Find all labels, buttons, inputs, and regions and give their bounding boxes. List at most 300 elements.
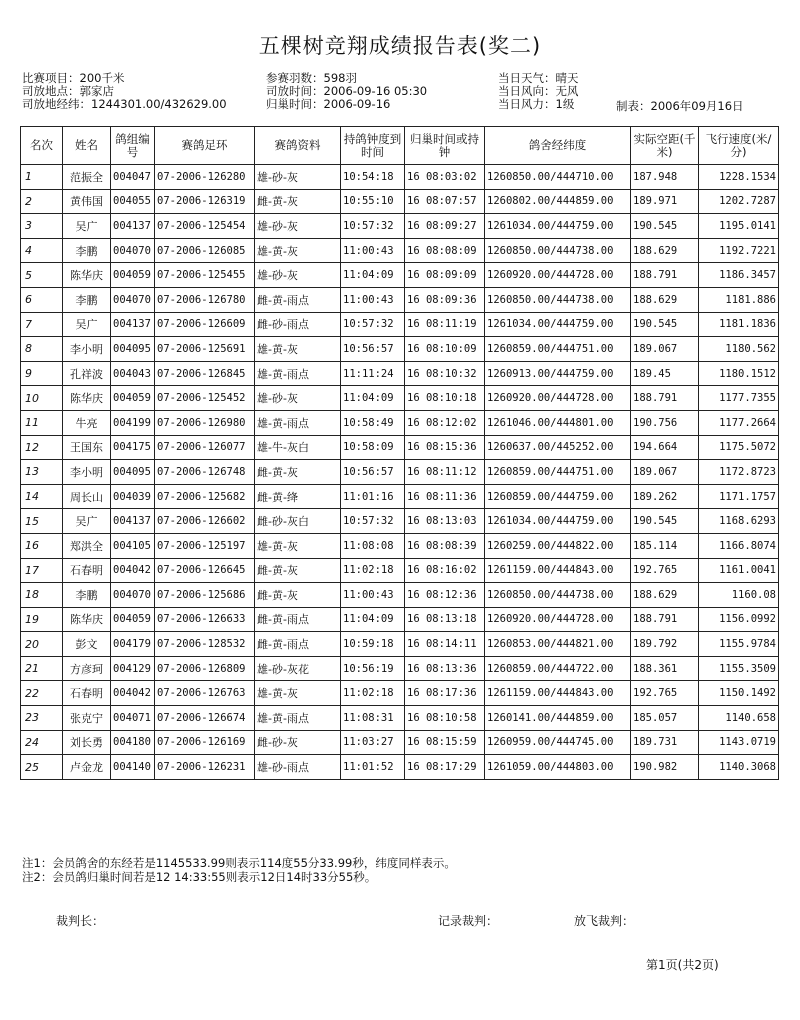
cell-club-id: 004179 (111, 632, 155, 657)
cell-ring: 07-2006-126633 (155, 607, 255, 632)
cell-distance: 188.629 (631, 238, 699, 263)
cell-speed: 1160.08 (699, 583, 779, 608)
cell-ring: 07-2006-126845 (155, 361, 255, 386)
cell-speed: 1175.5072 (699, 435, 779, 460)
cell-clock-time: 10:59:18 (341, 632, 405, 657)
cell-clock-time: 10:56:57 (341, 460, 405, 485)
cell-rank: 11 (21, 410, 63, 435)
cell-distance: 192.765 (631, 558, 699, 583)
cell-club-id: 004055 (111, 189, 155, 214)
cell-rank: 21 (21, 656, 63, 681)
cell-name: 孔祥波 (63, 361, 111, 386)
cell-name: 卢金龙 (63, 755, 111, 780)
cell-coords: 1260850.00/444738.00 (485, 287, 631, 312)
signature-release: 放飞裁判： (574, 914, 635, 928)
cell-rank: 4 (21, 238, 63, 263)
table-row (21, 656, 779, 681)
cell-arrive-time: 16 08:09:36 (405, 287, 485, 312)
cell-club-id: 004129 (111, 656, 155, 681)
cell-speed: 1181.1836 (699, 312, 779, 337)
cell-clock-time: 10:58:49 (341, 410, 405, 435)
meta-weather: 当日天气：晴天 (498, 71, 579, 85)
cell-club-id: 004070 (111, 583, 155, 608)
cell-distance: 188.791 (631, 263, 699, 288)
cell-coords: 1261159.00/444843.00 (485, 681, 631, 706)
cell-clock-time: 10:55:10 (341, 189, 405, 214)
cell-clock-time: 11:01:16 (341, 484, 405, 509)
cell-speed: 1168.6293 (699, 509, 779, 534)
cell-arrive-time: 16 08:11:36 (405, 484, 485, 509)
cell-arrive-time: 16 08:10:18 (405, 386, 485, 411)
cell-rank: 14 (21, 484, 63, 509)
cell-ring: 07-2006-126809 (155, 656, 255, 681)
cell-clock-time: 11:08:31 (341, 706, 405, 731)
table-row (21, 607, 779, 632)
cell-ring: 07-2006-125455 (155, 263, 255, 288)
cell-name: 陈华庆 (63, 607, 111, 632)
cell-rank: 22 (21, 681, 63, 706)
cell-rank: 1 (21, 165, 63, 190)
cell-club-id: 004095 (111, 460, 155, 485)
cell-coords: 1261159.00/444843.00 (485, 558, 631, 583)
cell-feather: 雄-砂-雨点 (255, 755, 341, 780)
cell-clock-time: 11:04:09 (341, 607, 405, 632)
cell-ring: 07-2006-125691 (155, 337, 255, 362)
cell-rank: 20 (21, 632, 63, 657)
cell-ring: 07-2006-125454 (155, 214, 255, 239)
cell-club-id: 004071 (111, 706, 155, 731)
signature-record: 记录裁判： (438, 914, 499, 928)
cell-club-id: 004059 (111, 386, 155, 411)
table-row (21, 263, 779, 288)
header-name: 姓名 (63, 127, 111, 165)
table-row (21, 214, 779, 239)
cell-ring: 07-2006-126231 (155, 755, 255, 780)
cell-rank: 24 (21, 730, 63, 755)
cell-distance: 188.629 (631, 287, 699, 312)
cell-rank: 7 (21, 312, 63, 337)
cell-name: 吴广 (63, 509, 111, 534)
results-table (20, 126, 779, 780)
cell-speed: 1140.3068 (699, 755, 779, 780)
cell-coords: 1260959.00/444745.00 (485, 730, 631, 755)
cell-coords: 1261046.00/444801.00 (485, 410, 631, 435)
cell-coords: 1260637.00/445252.00 (485, 435, 631, 460)
cell-name: 黄伟国 (63, 189, 111, 214)
cell-club-id: 004137 (111, 312, 155, 337)
cell-rank: 12 (21, 435, 63, 460)
cell-club-id: 004137 (111, 214, 155, 239)
cell-clock-time: 11:04:09 (341, 386, 405, 411)
cell-distance: 189.731 (631, 730, 699, 755)
table-row (21, 730, 779, 755)
cell-name: 郑洪全 (63, 533, 111, 558)
report-title: 五棵树竞翔成绩报告表(奖二) (258, 34, 542, 58)
cell-ring: 07-2006-126780 (155, 287, 255, 312)
cell-arrive-time: 16 08:13:18 (405, 607, 485, 632)
cell-distance: 189.971 (631, 189, 699, 214)
cell-clock-time: 11:00:43 (341, 238, 405, 263)
cell-rank: 5 (21, 263, 63, 288)
cell-name: 范振全 (63, 165, 111, 190)
cell-coords: 1260920.00/444728.00 (485, 263, 631, 288)
cell-coords: 1260259.00/444822.00 (485, 533, 631, 558)
cell-name: 陈华庆 (63, 263, 111, 288)
cell-name: 彭文 (63, 632, 111, 657)
cell-coords: 1261034.00/444759.00 (485, 214, 631, 239)
cell-rank: 10 (21, 386, 63, 411)
cell-ring: 07-2006-126077 (155, 435, 255, 460)
meta-right (498, 72, 579, 111)
cell-club-id: 004137 (111, 509, 155, 534)
cell-ring: 07-2006-126645 (155, 558, 255, 583)
cell-name: 刘长勇 (63, 730, 111, 755)
cell-coords: 1260853.00/444821.00 (485, 632, 631, 657)
cell-arrive-time: 16 08:09:27 (405, 214, 485, 239)
meta-made-date: 制表：2006年09月16日 (616, 99, 744, 113)
cell-rank: 8 (21, 337, 63, 362)
meta-event: 比赛项目：200千米 (22, 71, 125, 85)
cell-speed: 1202.7287 (699, 189, 779, 214)
cell-ring: 07-2006-126748 (155, 460, 255, 485)
cell-speed: 1150.1492 (699, 681, 779, 706)
cell-distance: 189.45 (631, 361, 699, 386)
cell-arrive-time: 16 08:08:39 (405, 533, 485, 558)
meta-release-site: 司放地点：郭家店 (22, 84, 114, 98)
cell-clock-time: 11:03:27 (341, 730, 405, 755)
cell-arrive-time: 16 08:14:11 (405, 632, 485, 657)
cell-feather: 雌-黄-绛 (255, 484, 341, 509)
cell-feather: 雄-砂-灰 (255, 263, 341, 288)
cell-club-id: 004059 (111, 607, 155, 632)
table-row (21, 287, 779, 312)
cell-club-id: 004175 (111, 435, 155, 460)
cell-name: 李鹏 (63, 287, 111, 312)
cell-distance: 188.629 (631, 583, 699, 608)
cell-clock-time: 10:58:09 (341, 435, 405, 460)
cell-coords: 1261034.00/444759.00 (485, 509, 631, 534)
cell-arrive-time: 16 08:03:02 (405, 165, 485, 190)
cell-feather: 雌-黄-灰 (255, 583, 341, 608)
cell-feather: 雌-黄-灰 (255, 460, 341, 485)
table-header-row (21, 127, 779, 165)
cell-name: 张克宁 (63, 706, 111, 731)
cell-clock-time: 10:56:19 (341, 656, 405, 681)
cell-speed: 1186.3457 (699, 263, 779, 288)
cell-distance: 189.262 (631, 484, 699, 509)
cell-feather: 雌-砂-雨点 (255, 312, 341, 337)
cell-feather: 雄-黄-灰 (255, 681, 341, 706)
cell-coords: 1260859.00/444722.00 (485, 656, 631, 681)
cell-clock-time: 11:00:43 (341, 287, 405, 312)
cell-speed: 1156.0992 (699, 607, 779, 632)
cell-club-id: 004095 (111, 337, 155, 362)
cell-speed: 1180.562 (699, 337, 779, 362)
meta-entries: 参赛羽数：598羽 (266, 71, 357, 85)
cell-club-id: 004070 (111, 238, 155, 263)
cell-arrive-time: 16 08:09:09 (405, 263, 485, 288)
cell-rank: 19 (21, 607, 63, 632)
cell-club-id: 004042 (111, 558, 155, 583)
header-clock: 持鸽钟度到时间 (341, 127, 405, 165)
cell-distance: 188.791 (631, 607, 699, 632)
cell-name: 李鹏 (63, 583, 111, 608)
results-body (21, 165, 779, 780)
cell-coords: 1260850.00/444738.00 (485, 238, 631, 263)
cell-arrive-time: 16 08:15:59 (405, 730, 485, 755)
cell-distance: 190.545 (631, 509, 699, 534)
cell-distance: 190.982 (631, 755, 699, 780)
meta-left (22, 72, 227, 111)
cell-speed: 1140.658 (699, 706, 779, 731)
cell-rank: 3 (21, 214, 63, 239)
cell-arrive-time: 16 08:10:58 (405, 706, 485, 731)
cell-distance: 185.114 (631, 533, 699, 558)
cell-arrive-time: 16 08:11:19 (405, 312, 485, 337)
cell-coords: 1260859.00/444759.00 (485, 484, 631, 509)
cell-feather: 雄-砂-灰花 (255, 656, 341, 681)
cell-feather: 雌-黄-灰 (255, 558, 341, 583)
cell-name: 方彦珂 (63, 656, 111, 681)
cell-name: 牛亮 (63, 410, 111, 435)
cell-club-id: 004140 (111, 755, 155, 780)
cell-feather: 雄-砂-灰 (255, 386, 341, 411)
cell-arrive-time: 16 08:17:36 (405, 681, 485, 706)
cell-name: 李小明 (63, 337, 111, 362)
cell-clock-time: 10:57:32 (341, 214, 405, 239)
cell-rank: 25 (21, 755, 63, 780)
cell-feather: 雄-黄-灰 (255, 533, 341, 558)
cell-feather: 雌-黄-雨点 (255, 607, 341, 632)
cell-coords: 1260859.00/444751.00 (485, 337, 631, 362)
cell-club-id: 004105 (111, 533, 155, 558)
note-2: 注2：会员鸽归巢时间若是12 14:33:55则表示12日14时33分55秒。 (22, 870, 377, 884)
cell-coords: 1260802.00/444859.00 (485, 189, 631, 214)
cell-rank: 9 (21, 361, 63, 386)
cell-club-id: 004043 (111, 361, 155, 386)
table-row (21, 337, 779, 362)
cell-arrive-time: 16 08:07:57 (405, 189, 485, 214)
cell-distance: 190.545 (631, 214, 699, 239)
cell-clock-time: 11:04:09 (341, 263, 405, 288)
cell-arrive-time: 16 08:10:09 (405, 337, 485, 362)
cell-ring: 07-2006-125682 (155, 484, 255, 509)
cell-coords: 1260850.00/444710.00 (485, 165, 631, 190)
cell-speed: 1172.8723 (699, 460, 779, 485)
notes (22, 856, 456, 884)
cell-clock-time: 11:08:08 (341, 533, 405, 558)
cell-speed: 1171.1757 (699, 484, 779, 509)
cell-speed: 1177.7355 (699, 386, 779, 411)
cell-rank: 18 (21, 583, 63, 608)
cell-feather: 雄-砂-灰 (255, 165, 341, 190)
table-row (21, 386, 779, 411)
cell-arrive-time: 16 08:08:09 (405, 238, 485, 263)
table-row (21, 755, 779, 780)
cell-distance: 190.545 (631, 312, 699, 337)
cell-distance: 189.067 (631, 460, 699, 485)
cell-feather: 雄-黄-灰 (255, 238, 341, 263)
table-row (21, 681, 779, 706)
header-speed: 飞行速度(米/分) (699, 127, 779, 165)
cell-rank: 16 (21, 533, 63, 558)
cell-feather: 雄-黄-雨点 (255, 361, 341, 386)
cell-arrive-time: 16 08:11:12 (405, 460, 485, 485)
cell-ring: 07-2006-126609 (155, 312, 255, 337)
meta-wind-direction: 当日风向：无风 (498, 84, 579, 98)
cell-speed: 1143.0719 (699, 730, 779, 755)
cell-clock-time: 10:57:32 (341, 312, 405, 337)
page-number: 第1页(共2页) (646, 958, 719, 972)
table-row (21, 460, 779, 485)
table-row (21, 361, 779, 386)
cell-coords: 1260141.00/444859.00 (485, 706, 631, 731)
cell-distance: 192.765 (631, 681, 699, 706)
signature-chief: 裁判长： (56, 914, 105, 928)
cell-name: 王国东 (63, 435, 111, 460)
table-row (21, 189, 779, 214)
table-row (21, 558, 779, 583)
cell-distance: 187.948 (631, 165, 699, 190)
cell-coords: 1261059.00/444803.00 (485, 755, 631, 780)
cell-clock-time: 11:01:52 (341, 755, 405, 780)
header-feather: 赛鸽资料 (255, 127, 341, 165)
meta-middle (266, 72, 427, 111)
cell-clock-time: 11:02:18 (341, 558, 405, 583)
cell-ring: 07-2006-125686 (155, 583, 255, 608)
cell-club-id: 004180 (111, 730, 155, 755)
cell-arrive-time: 16 08:17:29 (405, 755, 485, 780)
cell-club-id: 004047 (111, 165, 155, 190)
cell-speed: 1166.8074 (699, 533, 779, 558)
cell-club-id: 004059 (111, 263, 155, 288)
cell-distance: 185.057 (631, 706, 699, 731)
table-row (21, 435, 779, 460)
cell-coords: 1260920.00/444728.00 (485, 607, 631, 632)
cell-feather: 雌-黄-灰 (255, 189, 341, 214)
cell-name: 陈华庆 (63, 386, 111, 411)
cell-clock-time: 11:02:18 (341, 681, 405, 706)
table-row (21, 165, 779, 190)
cell-arrive-time: 16 08:13:36 (405, 656, 485, 681)
cell-coords: 1261034.00/444759.00 (485, 312, 631, 337)
cell-speed: 1228.1534 (699, 165, 779, 190)
cell-name: 吴广 (63, 214, 111, 239)
cell-speed: 1161.0041 (699, 558, 779, 583)
cell-distance: 188.791 (631, 386, 699, 411)
cell-feather: 雄-黄-雨点 (255, 410, 341, 435)
cell-distance: 188.361 (631, 656, 699, 681)
cell-ring: 07-2006-126319 (155, 189, 255, 214)
cell-speed: 1155.3509 (699, 656, 779, 681)
table-row (21, 312, 779, 337)
cell-feather: 雌-黄-雨点 (255, 287, 341, 312)
cell-name: 李小明 (63, 460, 111, 485)
header-arrive: 归巢时间或持钟 (405, 127, 485, 165)
cell-speed: 1155.9784 (699, 632, 779, 657)
cell-club-id: 004042 (111, 681, 155, 706)
cell-clock-time: 11:00:43 (341, 583, 405, 608)
cell-clock-time: 10:54:18 (341, 165, 405, 190)
cell-speed: 1195.0141 (699, 214, 779, 239)
cell-ring: 07-2006-126674 (155, 706, 255, 731)
cell-rank: 17 (21, 558, 63, 583)
header-club: 鸽组编号 (111, 127, 155, 165)
cell-ring: 07-2006-126980 (155, 410, 255, 435)
cell-arrive-time: 16 08:10:32 (405, 361, 485, 386)
cell-ring: 07-2006-128532 (155, 632, 255, 657)
meta-wind-force: 当日风力：1级 (498, 97, 575, 111)
cell-name: 周长山 (63, 484, 111, 509)
table-row (21, 410, 779, 435)
cell-feather: 雄-砂-灰 (255, 214, 341, 239)
cell-coords: 1260850.00/444738.00 (485, 583, 631, 608)
cell-distance: 189.067 (631, 337, 699, 362)
table-row (21, 238, 779, 263)
cell-rank: 2 (21, 189, 63, 214)
table-row (21, 583, 779, 608)
cell-name: 李鹏 (63, 238, 111, 263)
cell-feather: 雄-黄-雨点 (255, 706, 341, 731)
meta-return-date: 归巢时间：2006-09-16 (266, 97, 391, 111)
cell-distance: 189.792 (631, 632, 699, 657)
cell-ring: 07-2006-126602 (155, 509, 255, 534)
cell-coords: 1260920.00/444728.00 (485, 386, 631, 411)
cell-rank: 23 (21, 706, 63, 731)
cell-distance: 190.756 (631, 410, 699, 435)
table-row (21, 632, 779, 657)
meta-release-coords: 司放地经纬：1244301.00/432629.00 (22, 97, 227, 111)
cell-rank: 15 (21, 509, 63, 534)
cell-speed: 1180.1512 (699, 361, 779, 386)
cell-ring: 07-2006-126763 (155, 681, 255, 706)
cell-ring: 07-2006-125197 (155, 533, 255, 558)
cell-clock-time: 10:57:32 (341, 509, 405, 534)
table-row (21, 509, 779, 534)
cell-arrive-time: 16 08:12:36 (405, 583, 485, 608)
cell-ring: 07-2006-126085 (155, 238, 255, 263)
cell-coords: 1260859.00/444751.00 (485, 460, 631, 485)
header-coord: 鸽舍经纬度 (485, 127, 631, 165)
cell-rank: 6 (21, 287, 63, 312)
cell-clock-time: 11:11:24 (341, 361, 405, 386)
header-ring: 赛鸽足环 (155, 127, 255, 165)
cell-feather: 雄-牛-灰白 (255, 435, 341, 460)
cell-ring: 07-2006-126280 (155, 165, 255, 190)
cell-club-id: 004199 (111, 410, 155, 435)
cell-feather: 雄-黄-灰 (255, 337, 341, 362)
cell-ring: 07-2006-126169 (155, 730, 255, 755)
header-rank: 名次 (21, 127, 63, 165)
table-row (21, 533, 779, 558)
cell-arrive-time: 16 08:16:02 (405, 558, 485, 583)
cell-speed: 1181.886 (699, 287, 779, 312)
cell-feather: 雌-砂-灰 (255, 730, 341, 755)
cell-name: 吴广 (63, 312, 111, 337)
cell-arrive-time: 16 08:13:03 (405, 509, 485, 534)
table-row (21, 706, 779, 731)
cell-speed: 1192.7221 (699, 238, 779, 263)
cell-distance: 194.664 (631, 435, 699, 460)
cell-clock-time: 10:56:57 (341, 337, 405, 362)
meta-release-time: 司放时间：2006-09-16 05:30 (266, 84, 428, 98)
cell-feather: 雌-砂-灰白 (255, 509, 341, 534)
cell-speed: 1177.2664 (699, 410, 779, 435)
cell-ring: 07-2006-125452 (155, 386, 255, 411)
note-1: 注1：会员鸽舍的东经若是1145533.99则表示114度55分33.99秒，纬度同样表示。 (22, 856, 456, 870)
cell-feather: 雌-黄-雨点 (255, 632, 341, 657)
cell-name: 石春明 (63, 558, 111, 583)
